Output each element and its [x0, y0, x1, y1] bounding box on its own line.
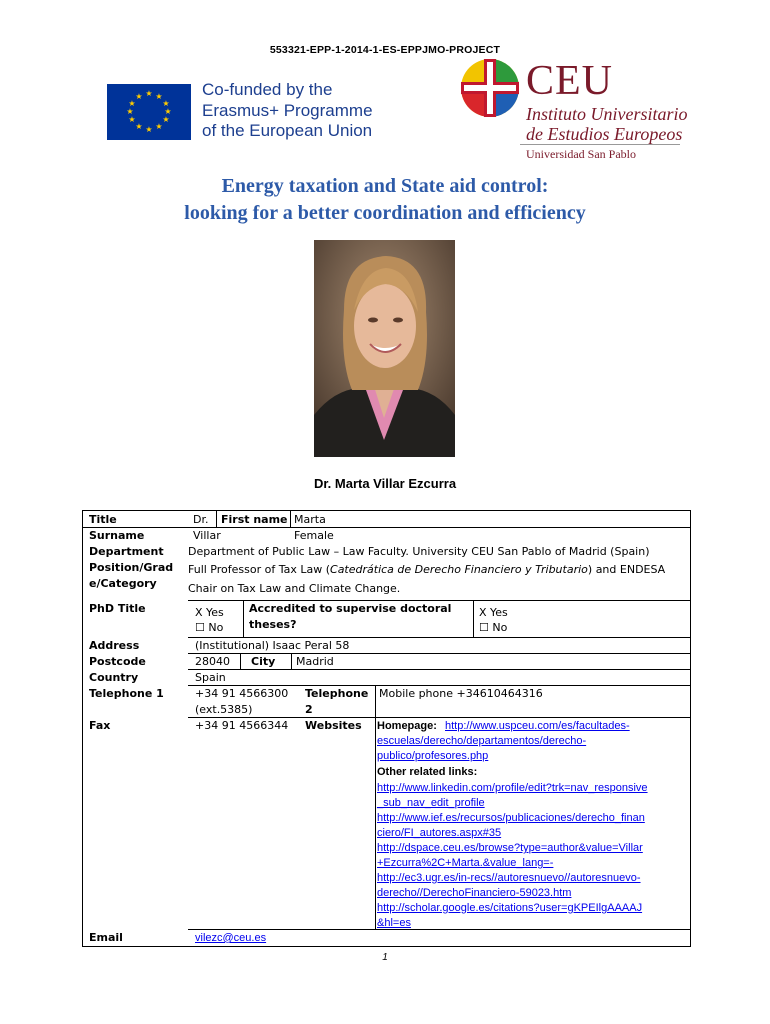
eu-flag-logo: ★ ★ ★ ★ ★ ★ ★ ★ ★ ★ ★ ★: [107, 84, 191, 140]
page-number: 1: [382, 952, 388, 963]
homepage-label: Homepage:: [377, 720, 437, 732]
position-label-cont: e/Category: [89, 577, 157, 590]
phd-no: ☐ No: [195, 621, 224, 634]
position-text-italic: Catedrática de Derecho Financiero y Tributario: [330, 563, 588, 576]
other-links-label-text: Other related links: [377, 766, 474, 778]
row-divider: [83, 527, 690, 528]
phd-yes: X Yes: [195, 606, 224, 619]
accredited-label-cont: theses?: [249, 618, 297, 631]
ief-link-cont[interactable]: ciero/FI_autores.aspx#35: [377, 827, 502, 839]
ec3-link[interactable]: http://ec3.ugr.es/in-recs//autoresnuevo//autoresnuevo-: [377, 872, 641, 884]
country-value: Spain: [195, 671, 226, 684]
eu-funding-text: [202, 80, 373, 142]
telephone1-ext: (ext.5385): [195, 703, 253, 716]
first-name-value: Marta: [294, 513, 326, 526]
title-line-2: looking for a better coordination and efficiency: [184, 202, 586, 224]
telephone2-value: Mobile phone +34610464316: [379, 687, 543, 700]
other-links-label: Other related links:: [377, 766, 478, 778]
homepage-link-cont[interactable]: publico/profesores.php: [377, 750, 489, 762]
telephone1-value: +34 91 4566300: [195, 687, 289, 700]
homepage-label-text: Homepage: [377, 720, 434, 732]
ec3-link-cont[interactable]: derecho//DerechoFinanciero-59023.htm: [377, 887, 572, 899]
fax-label: Fax: [89, 719, 111, 732]
city-label: City: [251, 655, 276, 668]
dspace-link[interactable]: http://dspace.ceu.es/browse?type=author&value=Villar: [377, 842, 643, 854]
eu-text-line-2: Erasmus+ Programme: [202, 100, 373, 120]
city-value: Madrid: [296, 655, 334, 668]
address-label: Address: [89, 639, 140, 652]
websites-label: Websites: [305, 719, 362, 732]
accredited-yes: X Yes: [479, 606, 508, 619]
address-value: (Institutional) Isaac Peral 58: [195, 639, 350, 652]
gender-value: Female: [294, 529, 334, 542]
email-link[interactable]: vilezc@ceu.es: [195, 932, 267, 944]
position-text-a: Full Professor of Tax Law (: [188, 563, 331, 576]
scholar-link[interactable]: http://scholar.google.es/citations?user=gKPEIlgAAAAJ: [377, 902, 643, 914]
cell-divider: [290, 511, 291, 527]
surname-label: Surname: [89, 529, 145, 542]
ceu-institute-line-1: Instituto Universitario: [526, 104, 688, 124]
linkedin-link-cont[interactable]: _sub_nav_edit_profile: [377, 797, 485, 809]
position-value: [188, 562, 665, 578]
scholar-link-cont[interactable]: &hl=es: [377, 917, 411, 929]
telephone2-label: Telephone: [305, 687, 369, 700]
cell-divider: [243, 600, 244, 637]
project-code: 553321-EPP-1-2014-1-ES-EPPJMO-PROJECT: [269, 44, 501, 56]
department-label: Department: [89, 545, 164, 558]
title-line-1: Energy taxation and State aid control:: [221, 175, 549, 197]
cell-divider: [291, 653, 292, 669]
ceu-logo-name: CEU: [526, 58, 613, 104]
homepage-link[interactable]: http://www.uspceu.com/es/facultades-: [445, 720, 630, 732]
cell-divider: [240, 653, 241, 669]
postcode-label: Postcode: [89, 655, 146, 668]
title-label: Title: [89, 513, 117, 526]
surname-value: Villar: [193, 529, 221, 542]
dspace-link-cont[interactable]: +Ezcurra%2C+Marta.&value_lang=-: [377, 857, 554, 869]
first-name-label: First name: [221, 513, 288, 526]
profile-photo: [314, 240, 455, 457]
title-value: Dr.: [193, 513, 209, 526]
telephone1-label: Telephone 1: [89, 687, 164, 700]
postcode-value: 28040: [195, 655, 230, 668]
homepage-link-cont[interactable]: escuelas/derecho/departamentos/derecho-: [377, 735, 587, 747]
cell-divider: [375, 685, 376, 929]
ceu-institute-name: [526, 104, 688, 144]
accredited-no: ☐ No: [479, 621, 508, 634]
eu-text-line-3: of the European Union: [202, 121, 373, 140]
ceu-divider: [520, 144, 680, 145]
fax-value: +34 91 4566344: [195, 719, 289, 732]
phd-label: PhD Title: [89, 602, 146, 615]
position-label: Position/Grad: [89, 561, 174, 574]
cell-divider: [473, 600, 474, 637]
ceu-university-name: Universidad San Pablo: [526, 147, 636, 161]
position-value-cont: Chair on Tax Law and Climate Change.: [188, 582, 401, 595]
profile-info-table: [82, 510, 691, 947]
email-label: Email: [89, 931, 123, 944]
ceu-institute-line-2: de Estudios Europeos: [526, 124, 683, 144]
cell-divider: [216, 511, 217, 527]
department-value: Department of Public Law – Law Faculty. University CEU San Pablo of Madrid (Spain): [188, 545, 650, 558]
telephone2-label-cont: 2: [305, 703, 313, 716]
accredited-label: Accredited to supervise doctoral: [249, 602, 452, 615]
ief-link[interactable]: http://www.ief.es/recursos/publicaciones/derecho_finan: [377, 812, 645, 824]
position-text-c: ) and ENDESA: [587, 563, 666, 576]
person-name: Dr. Marta Villar Ezcurra: [313, 476, 457, 491]
document-title: [0, 173, 770, 227]
country-label: Country: [89, 671, 139, 684]
linkedin-link[interactable]: http://www.linkedin.com/profile/edit?trk=nav_responsive: [377, 782, 648, 794]
eu-text-line-1: Co-funded by the: [202, 80, 333, 99]
ceu-emblem-icon: [460, 58, 520, 118]
